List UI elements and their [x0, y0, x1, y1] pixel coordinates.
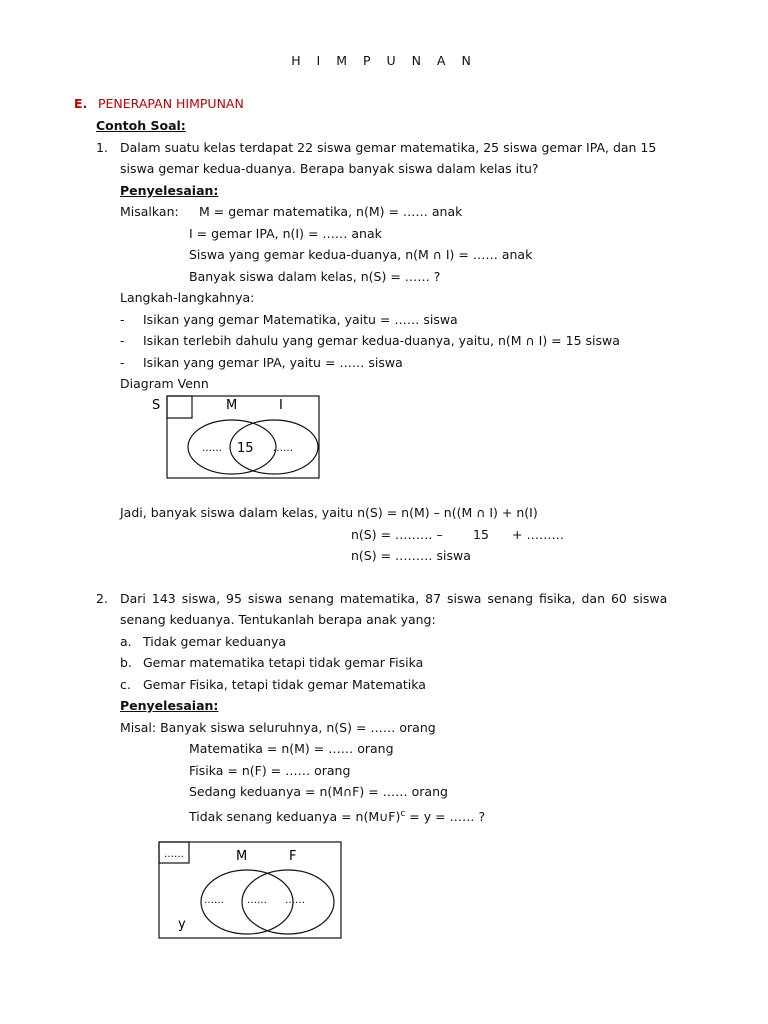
- corner-box: [167, 396, 192, 418]
- q1-line2: siswa gemar kedua-duanya. Berapa banyak siswa dalam kelas itu?: [120, 161, 539, 176]
- q1-line1: Dalam suatu kelas terdapat 22 siswa gemar matematika, 25 siswa gemar IPA, dan 15: [120, 140, 657, 155]
- venn2-y-label: y: [178, 917, 186, 932]
- venn1-s-label: S: [152, 398, 161, 413]
- q1-steps-label: Langkah-langkahnya:: [120, 290, 255, 305]
- q1-both-def: Siswa yang gemar kedua-duanya, n(M ∩ I) = …… anak: [189, 247, 533, 262]
- q2-solution-label: Penyelesaian:: [120, 698, 219, 713]
- section-letter: E.: [74, 96, 88, 111]
- q1-step-1: Isikan yang gemar Matematika, yaitu = …… siswa: [143, 312, 458, 327]
- q2-neither-def-b: = y = …… ?: [405, 809, 486, 825]
- universal-set-box: [159, 842, 341, 938]
- q2-option-a-letter: a.: [120, 634, 132, 649]
- venn-diagram-2: [150, 835, 350, 945]
- q2-option-a: Tidak gemar keduanya: [143, 634, 287, 649]
- q1-i-def: I = gemar IPA, n(I) = …… anak: [189, 226, 382, 241]
- venn1-right-value: ……: [273, 443, 293, 454]
- q1-calc1-a: n(S) = ……… –: [351, 527, 443, 542]
- q1-step-dash: -: [120, 312, 125, 327]
- venn2-s-value: ……: [164, 849, 184, 860]
- q1-solution-label: Penyelesaian:: [120, 183, 219, 198]
- venn1-center-value: 15: [237, 441, 254, 456]
- venn1-i-label: I: [279, 398, 283, 413]
- q1-calc1-c: + ………: [512, 527, 564, 542]
- q2-m-def: Matematika = n(M) = …… orang: [189, 741, 394, 756]
- venn2-m-label: M: [236, 849, 248, 864]
- q1-calc1-b: 15: [473, 527, 489, 542]
- q1-m-def: M = gemar matematika, n(M) = …… anak: [199, 204, 463, 219]
- venn2-f-label: F: [289, 849, 297, 864]
- q2-both-def: Sedang keduanya = n(M∩F) = …… orang: [189, 784, 448, 799]
- page-title: H I M P U N A N: [291, 53, 477, 68]
- q2-option-c-letter: c.: [120, 677, 131, 692]
- q1-step-2: Isikan terlebih dahulu yang gemar kedua-duanya, yaitu, n(M ∩ I) = 15 siswa: [143, 333, 620, 348]
- q2-neither-def-a: Tidak senang keduanya = n(M∪F): [189, 809, 401, 825]
- section-heading: PENERAPAN HIMPUNAN: [98, 96, 244, 111]
- q1-conclusion: Jadi, banyak siswa dalam kelas, yaitu n(S) = n(M) – n((M ∩ I) + n(I): [120, 505, 538, 520]
- venn2-center-value: ……: [247, 895, 267, 906]
- q2-misal: Misal: Banyak siswa seluruhnya, n(S) = …… orang: [120, 720, 436, 735]
- q1-venn-label: Diagram Venn: [120, 376, 209, 391]
- venn-diagram-1: [140, 390, 340, 485]
- q1-step-3: Isikan yang gemar IPA, yaitu = …… siswa: [143, 355, 403, 370]
- venn1-left-value: ……: [202, 443, 222, 454]
- example-heading: Contoh Soal:: [96, 118, 186, 133]
- q1-calc2: n(S) = ……… siswa: [351, 548, 471, 563]
- q1-step-dash: -: [120, 355, 125, 370]
- q2-f-def: Fisika = n(F) = …… orang: [189, 763, 351, 778]
- q1-number: 1.: [96, 140, 108, 155]
- q1-misalkan: Misalkan:: [120, 204, 179, 219]
- q2-line2: senang keduanya. Tentukanlah berapa anak yang:: [120, 612, 436, 627]
- q2-number: 2.: [96, 591, 108, 606]
- q1-step-dash: -: [120, 333, 125, 348]
- q2-neither-def: [189, 806, 485, 825]
- q2-line1: Dari 143 siswa, 95 siswa senang matematika, 87 siswa senang fisika, dan 60 siswa: [120, 591, 668, 606]
- q2-option-c: Gemar Fisika, tetapi tidak gemar Matematika: [143, 677, 426, 692]
- venn2-right-value: ……: [285, 895, 305, 906]
- q2-option-b-letter: b.: [120, 655, 132, 670]
- complement-superscript: c: [400, 809, 406, 819]
- q2-option-b: Gemar matematika tetapi tidak gemar Fisika: [143, 655, 424, 670]
- venn2-left-value: ……: [204, 895, 224, 906]
- venn1-m-label: M: [226, 398, 238, 413]
- q1-total-def: Banyak siswa dalam kelas, n(S) = …… ?: [189, 269, 441, 284]
